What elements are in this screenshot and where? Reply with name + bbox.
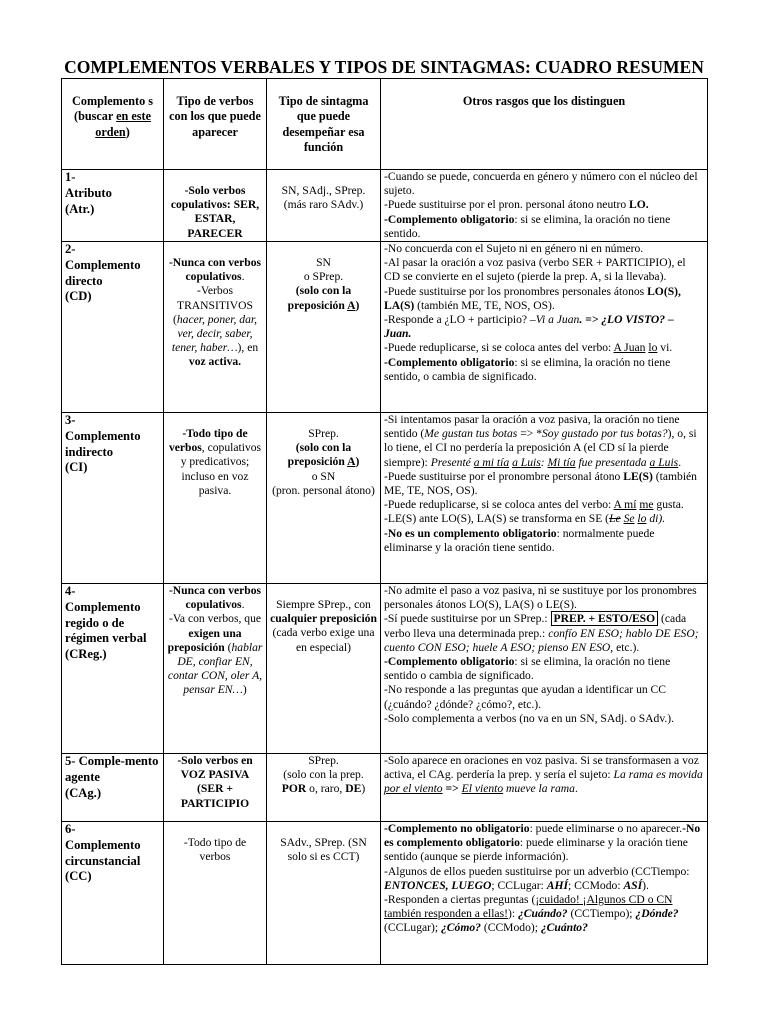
summary-table xyxy=(61,78,708,965)
row-verbs-cc: -Todo tipo de verbos xyxy=(164,822,267,965)
row-verbs-creg: -Nunca con verbos copulativos. -Va con verbos, que exigen una preposición (hablar DE, confiar EN, contar CON, oler A, pensar EN…) xyxy=(164,584,267,754)
prep-esto-eso-box: PREP. + ESTO/ESO xyxy=(551,611,659,626)
table-row-atributo xyxy=(62,170,708,242)
row-verbs-cag: -Solo verbos en VOZ PASIVA (SER + PARTICIPIO xyxy=(164,754,267,822)
row-sint-atributo: SN, SAdj., SPrep. (más raro SAdv.) xyxy=(267,170,381,242)
header-tipo-sintagma: Tipo de sintagma que puede desempeñar esa función xyxy=(267,79,381,170)
row-name-atributo: 1- Atributo (Atr.) xyxy=(62,170,164,242)
row-name-cag: 5- Comple-mento agente (CAg.) xyxy=(62,754,164,822)
row-name-cc: 6- Complemento circunstancial (CC) xyxy=(62,822,164,965)
row-verbs-atributo: -Solo verbos copulativos: SER, ESTAR, PARECER xyxy=(164,170,267,242)
row-rasgos-creg: -No admite el paso a voz pasiva, ni se sustituye por los pronombres personales átonos LO(S), LA(S) o LE(S). -Sí puede sustituirse por un SPrep.: PREP. + ESTO/ESO (cada verbo lleva una determinada prep.: confío EN ESO; hablo DE ESO; cuento CON ESO; huele A ESO; pienso EN ESO, etc.). -Complemento obligatorio: si se elimina, la oración no tiene sentido o cambia de significado. -No responde a las preguntas que ayudan a identificar un CC (¿cuándo? ¿dónde? ¿cómo?, etc.). -Solo complementa a verbos (no va en un SN, SAdj. o SAdv.). xyxy=(381,584,708,754)
row-rasgos-cd: -No concuerda con el Sujeto ni en género ni en número. -Al pasar la oración a voz pasiva (verbo SER + PARTICIPIO), el CD se convierte en el sujeto (pierde la prep. A, si la llevaba). -Puede sustituirse por los pronombres personales átonos LO(S), LA(S) (también ME, TE, NOS, OS). -Responde a ¿LO + participio? –Vi a Juan. => ¿LO VISTO? – Juan. -Puede reduplicarse, si se coloca antes del verbo: A Juan lo vi. -Complemento obligatorio: si se elimina, la oración no tiene sentido, o cambia de significado. xyxy=(381,242,708,413)
row-verbs-ci: -Todo tipo de verbos, copulativos y predicativos; incluso en voz pasiva. xyxy=(164,413,267,584)
header-complemento: Complemento s (buscar en este orden) xyxy=(62,79,164,170)
table-row-cd xyxy=(62,242,708,413)
page-title: COMPLEMENTOS VERBALES Y TIPOS DE SINTAGMAS: CUADRO RESUMEN xyxy=(64,57,704,77)
table-row-creg xyxy=(62,584,708,754)
header-row xyxy=(62,79,708,170)
row-rasgos-atributo: -Cuando se puede, concuerda en género y número con el núcleo del sujeto. -Puede sustituirse por el pron. personal átono neutro LO. -Complemento obligatorio: si se elimina, la oración no tiene sentido. xyxy=(381,170,708,242)
row-sint-ci: SPrep. (solo con la preposición A) o SN (pron. personal átono) xyxy=(267,413,381,584)
row-sint-cag: SPrep. (solo con la prep. POR o, raro, DE) xyxy=(267,754,381,822)
table-row-ci xyxy=(62,413,708,584)
row-sint-creg: Siempre SPrep., con cualquier preposición (cada verbo exige una en especial) xyxy=(267,584,381,754)
row-rasgos-cag: -Solo aparece en oraciones en voz pasiva. Si se transformasen a voz activa, el CAg. perdería la prep. y sería el sujeto: La rama es movida por el viento => El viento mueve la rama. xyxy=(381,754,708,822)
table-row-cag xyxy=(62,754,708,822)
header-tipo-verbos: Tipo de verbos con los que puede aparecer xyxy=(164,79,267,170)
row-sint-cd: SN o SPrep. (solo con la preposición A) xyxy=(267,242,381,413)
row-verbs-cd: -Nunca con verbos copulativos. -Verbos TRANSITIVOS (hacer, poner, dar, ver, decir, saber, tener, haber…), en voz activa. xyxy=(164,242,267,413)
row-name-cd: 2- Complemento directo (CD) xyxy=(62,242,164,413)
row-rasgos-cc: -Complemento no obligatorio: puede eliminarse o no aparecer.-No es complemento obligatorio: puede eliminarse y la oración tiene sentido (aunque se pierde información). -Algunos de ellos pueden sustituirse por un adverbio (CCTiempo: ENTONCES, LUEGO; CCLugar: AHÍ; CCModo: ASÍ). -Responden a ciertas preguntas (¡cuidado! ¡Algunos CD o CN también responden a ellas!): ¿Cuándo? (CCTiempo); ¿Dónde? (CCLugar); ¿Cómo? (CCModo); ¿Cuánto? xyxy=(381,822,708,965)
header-otros-rasgos: Otros rasgos que los distinguen xyxy=(381,79,708,170)
row-name-ci: 3- Complemento indirecto (CI) xyxy=(62,413,164,584)
table-row-cc xyxy=(62,822,708,965)
row-name-creg: 4- Complemento regido o de régimen verbal (CReg.) xyxy=(62,584,164,754)
row-sint-cc: SAdv., SPrep. (SN solo si es CCT) xyxy=(267,822,381,965)
row-rasgos-ci: -Si intentamos pasar la oración a voz pasiva, la oración no tiene sentido (Me gustan tus botas => *Soy gustado por tus botas?), o, si lo tiene, el CI no perdería la preposición A (el CD sí la pierde siempre): Presenté a mi tía a Luis: Mi tía fue presentada a Luis. -Puede sustituirse por el pronombre personal átono LE(S) (también ME, TE, NOS, OS). -Puede reduplicarse, si se coloca antes del verbo: A mí me gusta. -LE(S) ante LO(S), LA(S) se transforma en SE (Le Se lo di). -No es un complemento obligatorio: normalmente puede eliminarse y la oración tiene sentido. xyxy=(381,413,708,584)
